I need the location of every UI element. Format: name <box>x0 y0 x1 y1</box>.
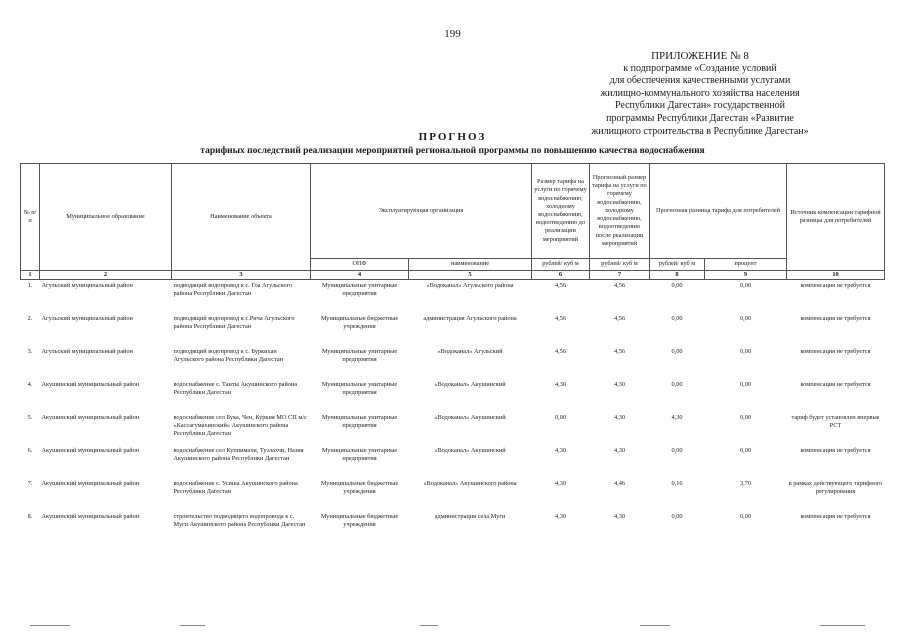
row-tariff-before: 4,56 <box>554 347 567 355</box>
row-opf: Муниципальные бюджетные учреждения <box>320 314 399 330</box>
row-tariff-before: 4,56 <box>554 314 567 322</box>
row-operator-name: «Водоканал» Акушинского района <box>423 479 517 487</box>
row-tariff-after: 4,56 <box>613 282 626 290</box>
row-percent: 0,00 <box>739 413 752 421</box>
row-source: компенсация не требуется <box>800 314 871 322</box>
row-source: компенсация не требуется <box>800 282 871 290</box>
forecast-table <box>20 163 885 544</box>
row-opf: Муниципальные унитарные предприятия <box>321 282 398 298</box>
row-municipality: Акушинский муниципальный район <box>41 380 140 388</box>
subheader-unit: рублей/ куб м <box>532 259 590 271</box>
row-tariff-before: 4,30 <box>554 479 567 487</box>
row-num: 7. <box>27 479 33 487</box>
row-tariff-after: 4,56 <box>613 314 626 322</box>
row-operator-name: «Водоканал» Агульский <box>437 347 503 355</box>
row-object: подводящий водопровод к с.Рича Агульского района Республики Дагестан <box>173 314 295 330</box>
document-title: ПРОГНОЗ <box>418 131 487 143</box>
row-num: 3. <box>27 347 33 355</box>
row-opf: Муниципальные унитарные предприятия <box>321 380 398 396</box>
row-tariff-after: 4,56 <box>613 347 626 355</box>
row-source: в рамках действующего тарифного регулирования <box>788 479 883 495</box>
row-percent: 0,00 <box>739 282 752 290</box>
row-source: тариф будет установлен впервые РСТ <box>791 413 880 429</box>
document-subtitle: тарифных последствий реализации мероприятий региональной программы по повышению качества водоснабжения <box>200 146 705 156</box>
row-operator-name: «Водоканал» Агульского района <box>426 282 514 290</box>
row-opf: Муниципальные унитарные предприятия <box>321 413 398 429</box>
row-diff: 0,00 <box>671 282 683 290</box>
row-object: подводящий водопровод к с. Буркихан Агульского района Республики Дагестан <box>173 347 284 363</box>
table-row <box>21 478 885 511</box>
row-municipality: Агульский муниципальный район <box>41 282 133 290</box>
row-percent: 3,70 <box>739 479 752 487</box>
row-municipality: Акушинский муниципальный район <box>41 512 140 520</box>
row-tariff-after: 4,30 <box>613 512 626 520</box>
row-percent: 0,00 <box>739 446 752 454</box>
row-object: водоснабжение сел Бука, Чен, Куркия МО СП м/с «Кассагумахинский» Акушинского района Республики Дагестан <box>173 413 307 438</box>
subheader-unit: рублей/ куб м <box>590 259 650 271</box>
appendix-line: программы Республики Дагестан «Развитие <box>606 112 794 124</box>
row-num: 5. <box>27 413 33 421</box>
column-number: 6 <box>532 271 590 280</box>
column-number: 8 <box>650 271 705 280</box>
row-municipality: Акушинский муниципальный район <box>41 413 140 421</box>
row-tariff-before: 4,30 <box>554 512 567 520</box>
header-tariff-size: Размер тарифа на услуги по горячему водоснабжению, холодному водоснабжению, водоотведению до реализации мероприятий <box>532 164 590 259</box>
row-num: 1. <box>27 282 33 290</box>
subheader-unit: рублей/ куб м <box>650 259 705 271</box>
row-diff: 0,00 <box>671 347 683 355</box>
row-source: компенсация не требуется <box>800 512 871 520</box>
appendix-line: жилищного строительства в Республике Дагестан» <box>591 125 809 137</box>
row-source: компенсация не требуется <box>800 380 871 388</box>
row-tariff-after: 4,30 <box>613 413 626 421</box>
subheader-name: наименование <box>409 259 532 271</box>
appendix-block <box>570 50 830 138</box>
column-number: 10 <box>787 271 885 280</box>
subheader-percent: процент <box>705 259 787 271</box>
column-number: 2 <box>40 271 172 280</box>
appendix-line: Республики Дагестан» государственной <box>614 100 786 112</box>
appendix-title: ПРИЛОЖЕНИЕ № 8 <box>651 50 749 62</box>
row-operator-name: «Водоканал» Акушинский <box>434 413 506 421</box>
row-num: 6. <box>27 446 33 454</box>
table-row <box>21 511 885 544</box>
row-diff: 0,00 <box>671 512 683 520</box>
row-percent: 0,00 <box>739 380 752 388</box>
row-tariff-before: 4,30 <box>554 446 567 454</box>
column-number: 4 <box>311 271 409 280</box>
row-percent: 0,00 <box>739 314 752 322</box>
scan-edge-marks <box>0 625 905 635</box>
row-municipality: Агульский муниципальный район <box>41 314 133 322</box>
row-operator-name: «Водоканал» Акушинский <box>434 380 506 388</box>
row-operator-name: администрация Агульского района <box>423 314 517 322</box>
page-number: 199 <box>444 28 461 40</box>
column-number: 7 <box>590 271 650 280</box>
header-num: № п/п <box>21 164 40 271</box>
row-diff: 4,30 <box>671 413 683 421</box>
row-object: строительство подводящего водопровода к с. Муги Акушинского района Республики Дагестан <box>173 512 306 528</box>
table-row <box>21 313 885 346</box>
header-object: Наименование объекта <box>172 164 311 271</box>
row-num: 2. <box>27 314 33 322</box>
appendix-line: к подпрограмме «Создание условий <box>623 62 777 74</box>
row-municipality: Акушинский муниципальный район <box>41 446 140 454</box>
row-opf: Муниципальные бюджетные учреждения <box>320 512 399 528</box>
row-diff: 0,00 <box>671 446 683 454</box>
header-source: Источник компенсации тарифной разницы для потребителей <box>787 164 885 271</box>
row-tariff-after: 4,30 <box>613 446 626 454</box>
header-diff: Прогнозная разница тарифа для потребителей <box>650 164 787 259</box>
row-operator-name: администрация села Муги <box>434 512 506 520</box>
row-source: компенсация не требуется <box>800 347 871 355</box>
column-number: 1 <box>21 271 40 280</box>
row-percent: 0,00 <box>739 512 752 520</box>
row-operator-name: «Водоканал» Акушинский <box>434 446 506 454</box>
row-object: водоснабжение с. Усиша Акушинского района Республики Дагестан <box>173 479 298 495</box>
row-diff: 0,00 <box>671 380 683 388</box>
row-diff: 0,00 <box>671 314 683 322</box>
table-row <box>21 346 885 379</box>
row-object: водоснабжение с. Танты Акушинского района Республики Дагестан <box>173 380 298 396</box>
row-opf: Муниципальные бюджетные учреждения <box>320 479 399 495</box>
row-opf: Муниципальные унитарные предприятия <box>321 347 398 363</box>
appendix-line: жилищно-коммунального хозяйства населения <box>600 87 800 99</box>
table-row <box>21 412 885 445</box>
header-municipality: Муниципальное образование <box>40 164 172 271</box>
row-municipality: Агульский муниципальный район <box>41 347 133 355</box>
row-opf: Муниципальные унитарные предприятия <box>321 446 398 462</box>
row-tariff-after: 4,46 <box>613 479 626 487</box>
row-object: подводящий водопровод к с. Гоа Агульского района Республики Дагестан <box>173 282 293 298</box>
row-object: водоснабжение сел Куппимахи, Тузлахчи, Назия Акушинского района Республики Дагестан <box>173 446 304 462</box>
row-source: компенсация не требуется <box>800 446 871 454</box>
row-num: 8. <box>27 512 33 520</box>
row-tariff-before: 4,30 <box>554 380 567 388</box>
row-diff: 0,16 <box>671 479 683 487</box>
row-tariff-before: 4,56 <box>554 282 567 290</box>
row-tariff-before: 0,00 <box>554 413 567 421</box>
column-number: 9 <box>705 271 787 280</box>
table-row <box>21 445 885 478</box>
row-tariff-after: 4,30 <box>613 380 626 388</box>
subheader-opf: ОПФ <box>311 259 409 271</box>
header-operator: Эксплуатирующая организация <box>311 164 532 259</box>
row-num: 4. <box>27 380 33 388</box>
row-municipality: Акушинский муниципальный район <box>41 479 140 487</box>
row-percent: 0,00 <box>739 347 752 355</box>
table-row <box>21 280 885 313</box>
column-number: 3 <box>172 271 311 280</box>
column-number: 5 <box>409 271 532 280</box>
header-tariff-forecast: Прогнозный размер тарифа на услуги по горячему водоснабжению, холодному водоснабжению, водоотведению после реализации мероприятий <box>590 164 650 259</box>
appendix-line: для обеспечения качественными услугами <box>609 75 791 87</box>
table-row <box>21 379 885 412</box>
